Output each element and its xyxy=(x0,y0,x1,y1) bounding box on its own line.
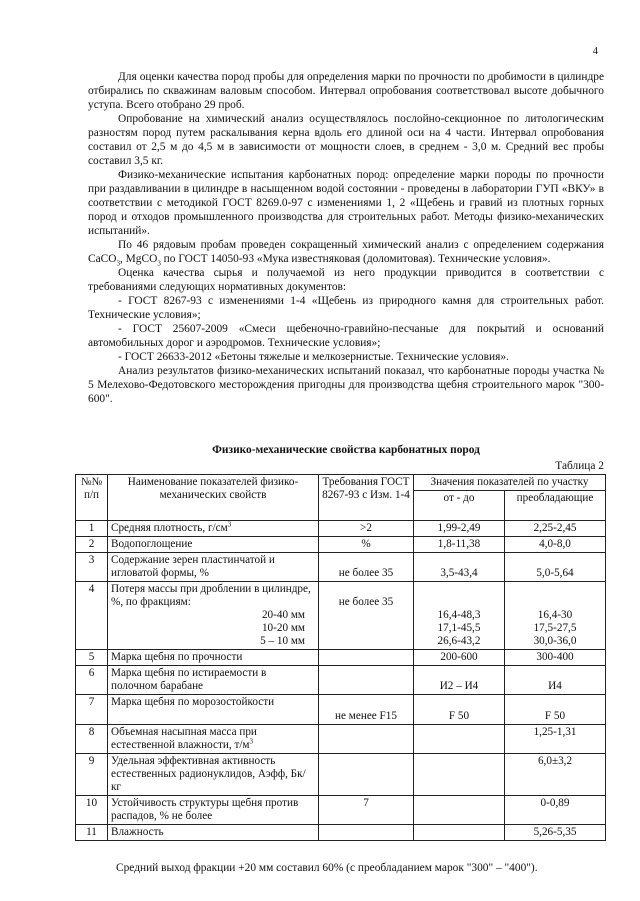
page-number: 4 xyxy=(592,46,598,57)
header-range: от - до xyxy=(414,491,505,521)
row-requirement: не более 35 xyxy=(319,553,414,582)
row-prevailing: 0-0,89 xyxy=(505,796,606,825)
row-name: Влажность xyxy=(108,825,319,841)
fraction-label: 5 – 10 мм xyxy=(260,635,305,647)
row-requirement xyxy=(319,825,414,841)
paragraph-conclusion: Анализ результатов физико-механических испытаний показал, что карбонатные породы участка № 5 Мелехово-Федотовского месторождения пригодны для производства щебня строительного марок "300-600". xyxy=(88,365,604,405)
row-requirement xyxy=(319,666,414,695)
row-prevailing: 1,25-1,31 xyxy=(505,725,606,754)
row-number: 6 xyxy=(76,666,108,695)
row-requirement: не менее F15 xyxy=(319,695,414,725)
row-number: 2 xyxy=(76,537,108,553)
row-requirement: >2 xyxy=(319,521,414,537)
row-number: 8 xyxy=(76,725,108,754)
row-prevailing: F 50 xyxy=(505,695,606,725)
table-row xyxy=(76,650,606,666)
row-requirement xyxy=(319,650,414,666)
row-requirement xyxy=(319,582,414,650)
header-property-name: Наименование показателей физико-механических свойств xyxy=(108,475,319,521)
row-prevailing: 2,25-2,45 xyxy=(505,521,606,537)
paragraph-physical-tests: Физико-механические испытания карбонатных пород: определение марки породы по прочности при раздавливании в цилиндре в насыщенном водой состоянии - проведены в лаборатории ГУП «ВКУ» в соответствии с методикой ГОСТ 8269.0-97 с изменениями 1, 2 «Щебень и гравий из плотных горных пород и отходов промышленного производства для строительных работ. Методы физико-механических испытаний». xyxy=(88,169,604,237)
row-range: 1,8-11,38 xyxy=(414,537,505,553)
row-name: Марка щебня по морозостойкости xyxy=(108,695,319,725)
table-row xyxy=(76,825,606,841)
row-prevailing: 5,0-5,64 xyxy=(505,553,606,582)
footer-note: Средний выход фракции +20 мм составил 60% (с преобладанием марок "300" – "400"). xyxy=(116,862,538,874)
row-requirement xyxy=(319,725,414,754)
row-prevailing: 5,26-5,35 xyxy=(505,825,606,841)
row-name xyxy=(108,582,319,650)
row-requirement: % xyxy=(319,537,414,553)
paragraph-sampling: Для оценки качества пород пробы для определения марки по прочности по дробимости в цилиндре отбирались по скважинам валовым способом. Интервал опробования соответствовал высоте добычного уступа. Всего отобрано 29 проб. xyxy=(88,71,604,111)
table-row xyxy=(76,695,606,725)
header-number: №№ п/п xyxy=(76,475,108,521)
row-prevailing: 300-400 xyxy=(505,650,606,666)
table-row xyxy=(76,537,606,553)
row-number: 7 xyxy=(76,695,108,725)
row-name: Устойчивость структуры щебня против распадов, % не более xyxy=(108,796,319,825)
row-number: 11 xyxy=(76,825,108,841)
paragraph-chemical-sampling: Опробование на химический анализ осуществлялось послойно-секционное по литологическим разностям пород путем раскалывания керна вдоль его длиной оси на 4 части. Интервал опробования составил от 2,5 м до 4,5 м в зависимости от мощности слоев, в среднем - 3,0 м. Средний вес пробы составил 3,5 кг. xyxy=(88,113,604,167)
properties-table xyxy=(75,474,606,841)
row-range: И2 – И4 xyxy=(414,666,505,695)
row-prevailing: И4 xyxy=(505,666,606,695)
row-number: 9 xyxy=(76,754,108,796)
list-item-gost-26633: - ГОСТ 26633-2012 «Бетоны тяжелые и мелкозернистые. Технические условия». xyxy=(118,351,509,363)
row-name: Удельная эффективная активность естественных радионуклидов, Аэфф, Бк/кг xyxy=(108,754,319,796)
table-row xyxy=(76,553,606,582)
row-name: Водопоглощение xyxy=(108,537,319,553)
row-range: 1,99-2,49 xyxy=(414,521,505,537)
table-row xyxy=(76,582,606,650)
header-prevailing: преобладающие xyxy=(505,491,606,521)
table-title: Физико-механические свойства карбонатных пород xyxy=(212,444,480,456)
row-number: 5 xyxy=(76,650,108,666)
row-prevailing: 4,0-8,0 xyxy=(505,537,606,553)
row-range: 3,5-43,4 xyxy=(414,553,505,582)
row-range xyxy=(414,725,505,754)
fraction-label: 10-20 мм xyxy=(261,622,305,634)
row-name: Содержание зерен пластинчатой и игловатой формы, % xyxy=(108,553,319,582)
row-range xyxy=(414,796,505,825)
fraction-prevailing: 30,0-36,0 xyxy=(533,635,577,647)
list-item-gost-25607: - ГОСТ 25607-2009 «Смеси щебеночно-гравийно-песчаные для покрытий и оснований автомобильных дорог и аэродромов. Технические условия»; xyxy=(88,323,604,349)
row-name: Объемная насыпная масса при естественной влажности, $т/м^3$ xyxy=(108,725,319,754)
table-row xyxy=(76,796,606,825)
row-range: 200-600 xyxy=(414,650,505,666)
row-requirement: 7 xyxy=(319,796,414,825)
row-name: Марка щебня по истираемости в полочном барабане xyxy=(108,666,319,695)
row-number: 1 xyxy=(76,521,108,537)
fraction-prevailing: 17,5-27,5 xyxy=(533,622,577,634)
table-label: Таблица 2 xyxy=(555,460,604,472)
row-name: Марка щебня по прочности xyxy=(108,650,319,666)
row-number: 3 xyxy=(76,553,108,582)
table-row xyxy=(76,754,606,796)
row-prevailing xyxy=(505,582,606,650)
row-requirement xyxy=(319,754,414,796)
fraction-range: 26,6-43,2 xyxy=(437,635,481,647)
row-name: Средняя плотность, $г/см^3$ xyxy=(108,521,319,537)
body-text xyxy=(88,70,604,406)
row-range xyxy=(414,754,505,796)
fraction-prevailing: 16,4-30 xyxy=(537,609,573,621)
row-range xyxy=(414,582,505,650)
fraction-range: 17,1-45,5 xyxy=(437,622,481,634)
table-row xyxy=(76,521,606,537)
row-number: 4 xyxy=(76,582,108,650)
header-values: Значения показателей по участку xyxy=(414,475,606,491)
fraction-range: 16,4-48,3 xyxy=(437,609,481,621)
row-prevailing: 6,0±3,2 xyxy=(505,754,606,796)
row-name-text: Потеря массы при дроблении в цилиндре, %, по фракциям: xyxy=(111,583,311,608)
table-row xyxy=(76,666,606,695)
list-item-gost-8267: - ГОСТ 8267-93 с изменениями 1-4 «Щебень из природного камня для строительных работ. Технические условия»; xyxy=(88,295,604,321)
row-number: 10 xyxy=(76,796,108,825)
row-range xyxy=(414,825,505,841)
paragraph-quality-assessment: Оценка качества сырья и получаемой из него продукции приводится в соответствии с требованиями следующих нормативных документов: xyxy=(88,267,604,293)
row-requirement-text: не более 35 xyxy=(338,596,394,608)
fraction-label: 20-40 мм xyxy=(261,609,305,621)
table-row xyxy=(76,725,606,754)
row-range: F 50 xyxy=(414,695,505,725)
paragraph-chemical-analysis: По 46 рядовым пробам проведен сокращенный химический анализ с определением содержания CaCO$_3$, MgCO$_3$ по ГОСТ 14050-93 «Мука известняковая (доломитовая). Технические условия». xyxy=(88,239,604,268)
header-requirements: Требования ГОСТ 8267-93 с Изм. 1-4 xyxy=(319,475,414,521)
